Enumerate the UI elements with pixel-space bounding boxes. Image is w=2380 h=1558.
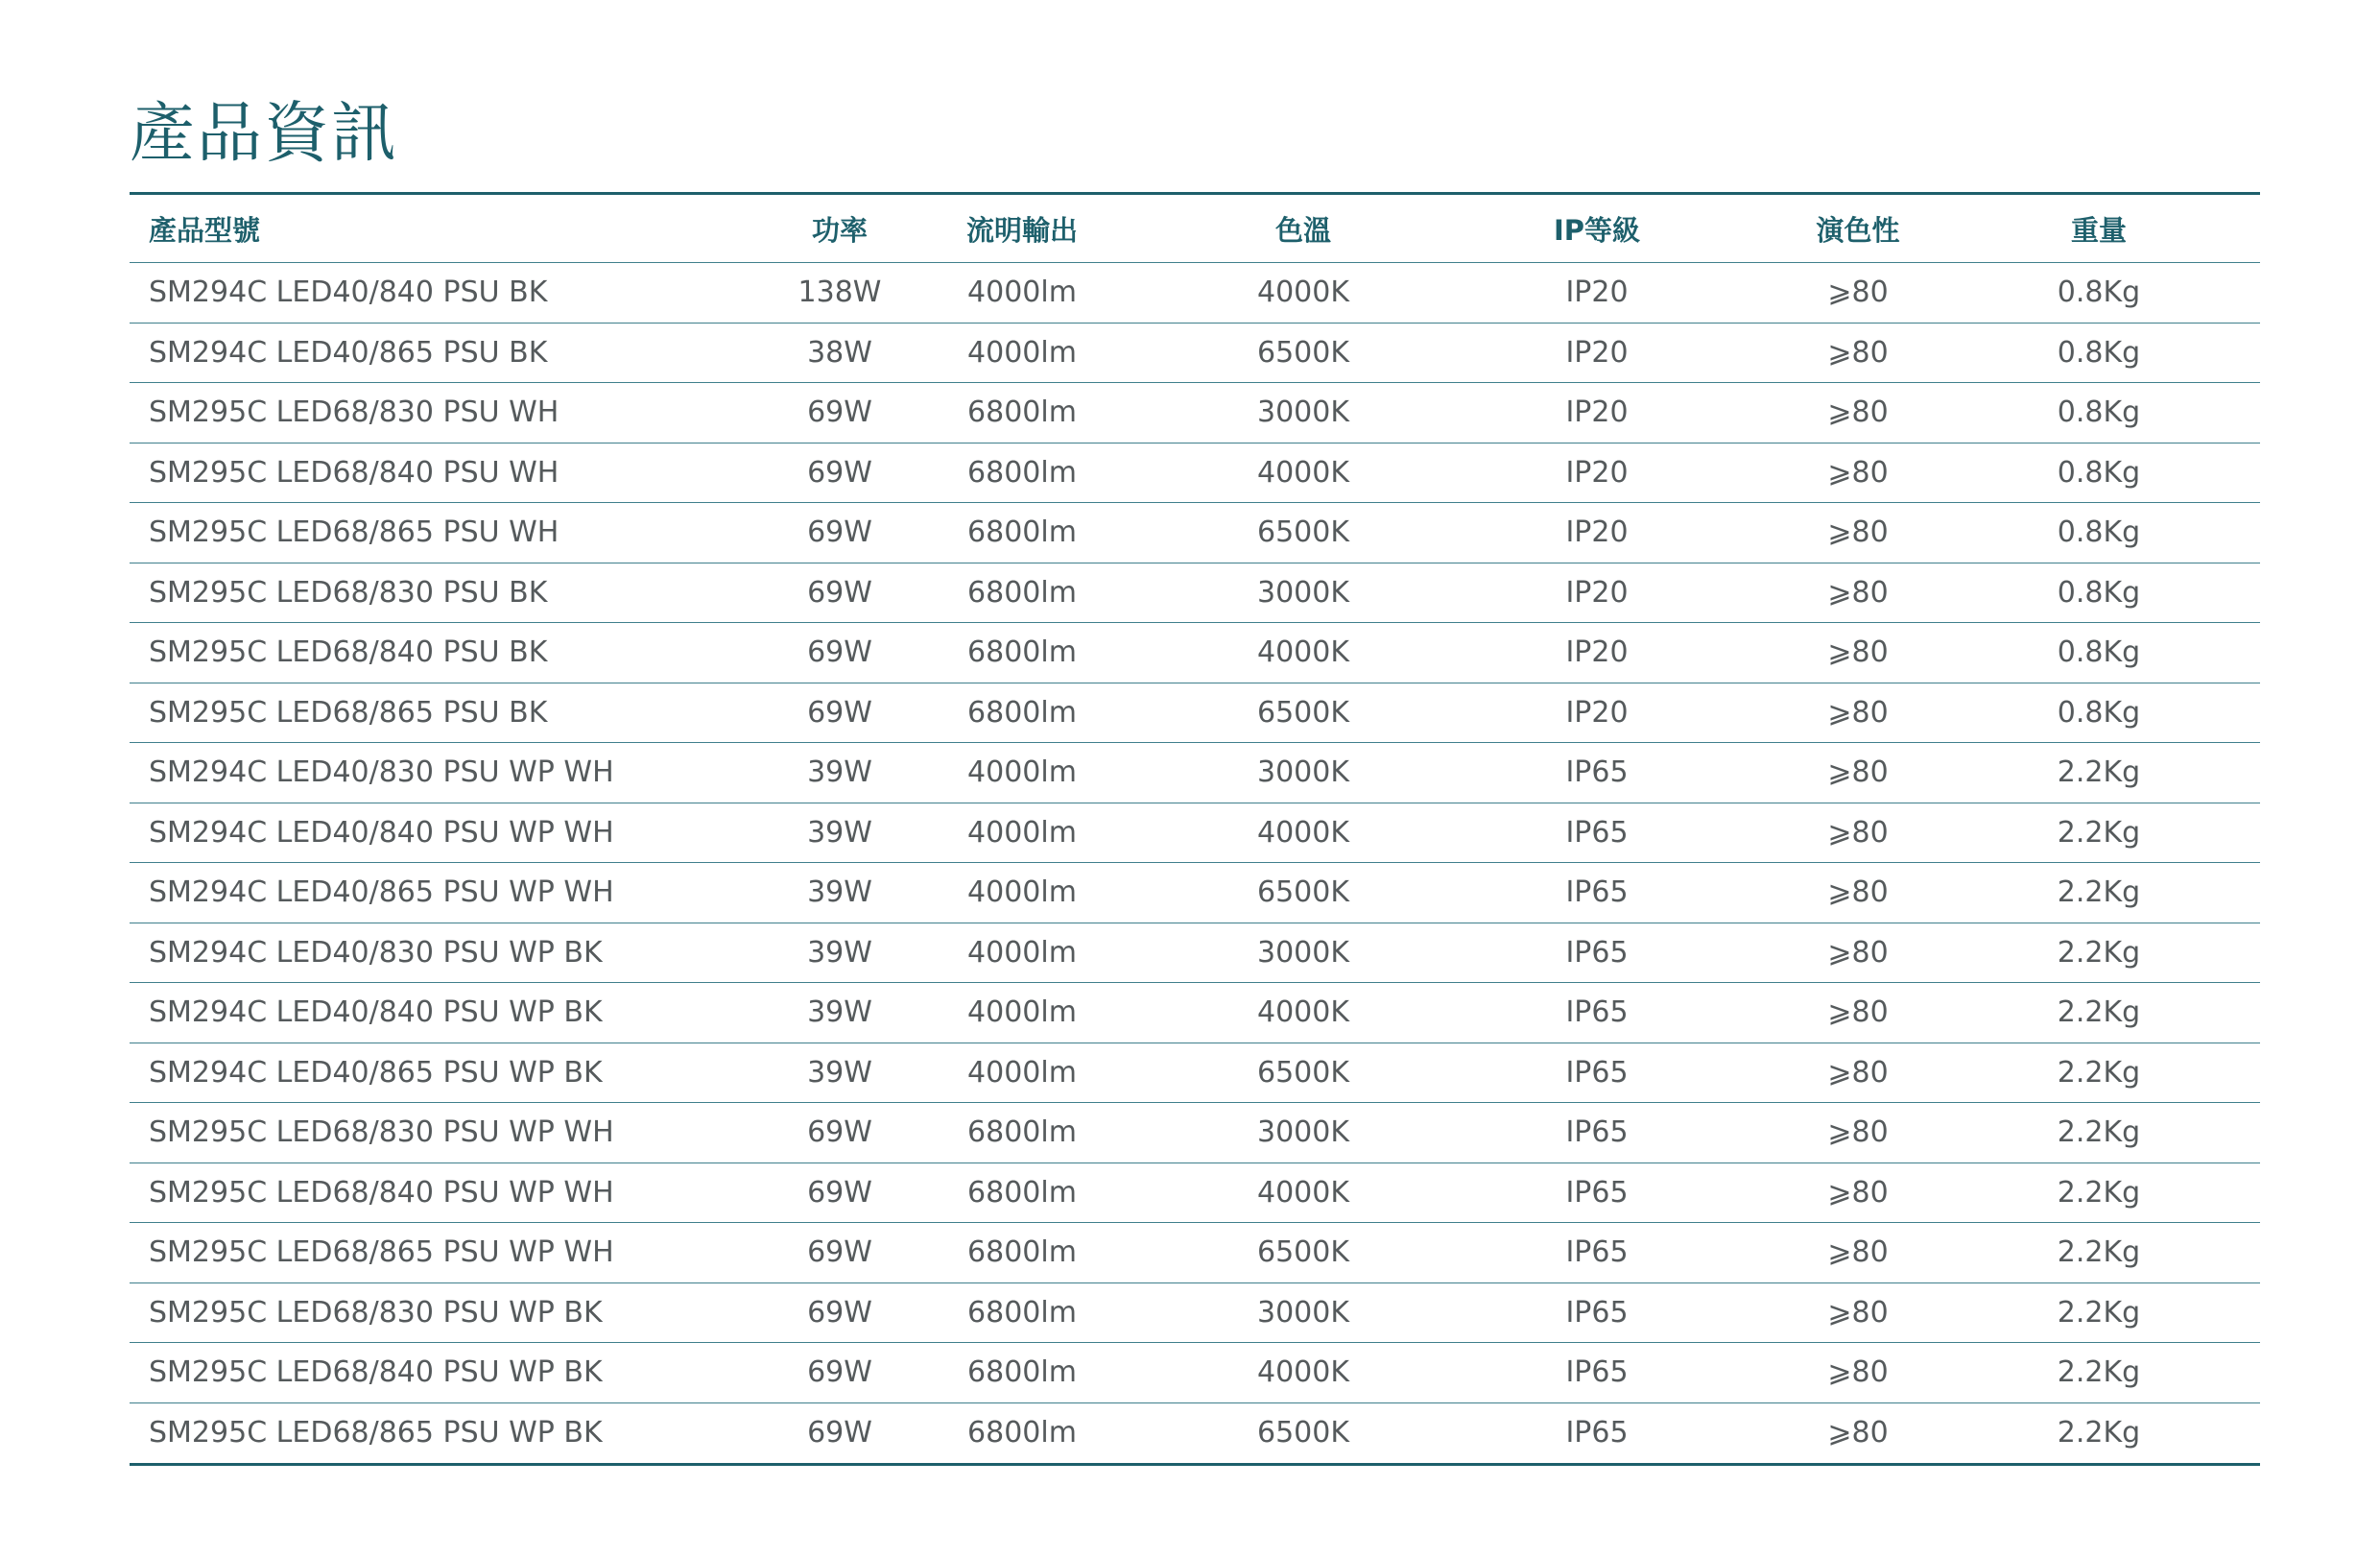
cell-cri: ⩾80 xyxy=(1827,1055,1889,1090)
cell-ip-rating: IP65 xyxy=(1565,875,1629,910)
cell-model: SM295C LED68/865 PSU WP WH xyxy=(149,1235,614,1270)
cell-model: SM295C LED68/830 PSU WP BK xyxy=(149,1295,603,1330)
cell-ip-rating: IP20 xyxy=(1565,635,1629,670)
cell-weight: 2.2Kg xyxy=(2057,755,2141,790)
cell-model: SM294C LED40/830 PSU WP BK xyxy=(149,935,603,970)
cell-power: 39W xyxy=(807,995,872,1030)
cell-color-temperature: 4000K xyxy=(1256,455,1350,490)
cell-ip-rating: IP20 xyxy=(1565,575,1629,610)
table-row xyxy=(130,983,2260,1043)
cell-model: SM295C LED68/830 PSU WH xyxy=(149,395,559,430)
cell-power: 69W xyxy=(807,395,872,430)
cell-model: SM294C LED40/865 PSU WP BK xyxy=(149,1055,603,1090)
table-row xyxy=(130,443,2260,504)
cell-ip-rating: IP20 xyxy=(1565,695,1629,730)
cell-weight: 0.8Kg xyxy=(2057,276,2141,310)
cell-cri: ⩾80 xyxy=(1827,1175,1889,1210)
cell-lumen-output: 6800lm xyxy=(967,1235,1077,1270)
cell-color-temperature: 4000K xyxy=(1256,1355,1350,1390)
header-power: 功率 xyxy=(811,213,868,247)
cell-lumen-output: 6800lm xyxy=(967,635,1077,670)
page-title: 產品資訊 xyxy=(130,96,399,172)
cell-lumen-output: 6800lm xyxy=(967,695,1077,730)
cell-cri: ⩾80 xyxy=(1827,695,1889,730)
cell-weight: 2.2Kg xyxy=(2057,935,2141,970)
cell-lumen-output: 4000lm xyxy=(967,335,1077,370)
header-model: 產品型號 xyxy=(149,213,261,247)
cell-color-temperature: 6500K xyxy=(1256,1235,1350,1270)
cell-model: SM294C LED40/865 PSU BK xyxy=(149,335,548,370)
cell-weight: 2.2Kg xyxy=(2057,1175,2141,1210)
cell-cri: ⩾80 xyxy=(1827,1416,1889,1450)
cell-cri: ⩾80 xyxy=(1827,575,1889,610)
cell-weight: 2.2Kg xyxy=(2057,995,2141,1030)
cell-ip-rating: IP20 xyxy=(1565,455,1629,490)
table-row xyxy=(130,743,2260,803)
cell-ip-rating: IP65 xyxy=(1565,1175,1629,1210)
table-header-row xyxy=(130,195,2260,263)
cell-cri: ⩾80 xyxy=(1827,635,1889,670)
table-body xyxy=(130,263,2260,1463)
cell-ip-rating: IP65 xyxy=(1565,1416,1629,1450)
cell-model: SM295C LED68/865 PSU BK xyxy=(149,695,548,730)
cell-power: 69W xyxy=(807,1235,872,1270)
cell-weight: 2.2Kg xyxy=(2057,1416,2141,1450)
cell-lumen-output: 4000lm xyxy=(967,815,1077,850)
cell-cri: ⩾80 xyxy=(1827,1115,1889,1150)
cell-weight: 0.8Kg xyxy=(2057,395,2141,430)
table-row xyxy=(130,324,2260,384)
cell-color-temperature: 4000K xyxy=(1256,1175,1350,1210)
cell-cri: ⩾80 xyxy=(1827,815,1889,850)
cell-lumen-output: 6800lm xyxy=(967,1115,1077,1150)
cell-model: SM295C LED68/865 PSU WP BK xyxy=(149,1416,603,1450)
cell-lumen-output: 4000lm xyxy=(967,755,1077,790)
cell-lumen-output: 4000lm xyxy=(967,875,1077,910)
cell-ip-rating: IP65 xyxy=(1565,1355,1629,1390)
cell-ip-rating: IP65 xyxy=(1565,755,1629,790)
cell-ip-rating: IP65 xyxy=(1565,935,1629,970)
cell-weight: 2.2Kg xyxy=(2057,1355,2141,1390)
cell-ip-rating: IP65 xyxy=(1565,1115,1629,1150)
cell-color-temperature: 3000K xyxy=(1256,1295,1350,1330)
cell-lumen-output: 6800lm xyxy=(967,455,1077,490)
cell-weight: 2.2Kg xyxy=(2057,875,2141,910)
cell-color-temperature: 4000K xyxy=(1256,815,1350,850)
table-row xyxy=(130,683,2260,744)
cell-weight: 0.8Kg xyxy=(2057,515,2141,550)
cell-color-temperature: 3000K xyxy=(1256,935,1350,970)
cell-cri: ⩾80 xyxy=(1827,335,1889,370)
header-color-temperature: 色溫 xyxy=(1274,213,1331,247)
table-row xyxy=(130,1403,2260,1464)
cell-model: SM295C LED68/865 PSU WH xyxy=(149,515,559,550)
cell-model: SM294C LED40/840 PSU WP BK xyxy=(149,995,603,1030)
cell-cri: ⩾80 xyxy=(1827,755,1889,790)
cell-ip-rating: IP65 xyxy=(1565,995,1629,1030)
cell-weight: 0.8Kg xyxy=(2057,455,2141,490)
header-cri: 演色性 xyxy=(1816,213,1900,247)
cell-color-temperature: 4000K xyxy=(1256,995,1350,1030)
cell-lumen-output: 6800lm xyxy=(967,575,1077,610)
cell-lumen-output: 6800lm xyxy=(967,1416,1077,1450)
cell-color-temperature: 4000K xyxy=(1256,276,1350,310)
cell-model: SM295C LED68/840 PSU WH xyxy=(149,455,559,490)
cell-cri: ⩾80 xyxy=(1827,276,1889,310)
cell-color-temperature: 6500K xyxy=(1256,515,1350,550)
cell-weight: 0.8Kg xyxy=(2057,335,2141,370)
cell-weight: 0.8Kg xyxy=(2057,635,2141,670)
cell-cri: ⩾80 xyxy=(1827,935,1889,970)
table-row xyxy=(130,1223,2260,1283)
cell-weight: 2.2Kg xyxy=(2057,815,2141,850)
cell-weight: 0.8Kg xyxy=(2057,695,2141,730)
table-row xyxy=(130,1103,2260,1163)
cell-model: SM295C LED68/830 PSU BK xyxy=(149,575,548,610)
table-row xyxy=(130,383,2260,443)
cell-color-temperature: 3000K xyxy=(1256,395,1350,430)
table-row xyxy=(130,1283,2260,1344)
cell-power: 39W xyxy=(807,935,872,970)
table-row xyxy=(130,1343,2260,1403)
table-row xyxy=(130,803,2260,864)
cell-lumen-output: 4000lm xyxy=(967,1055,1077,1090)
cell-model: SM294C LED40/830 PSU WP WH xyxy=(149,755,614,790)
cell-model: SM294C LED40/840 PSU WP WH xyxy=(149,815,614,850)
cell-power: 39W xyxy=(807,815,872,850)
table-row xyxy=(130,923,2260,984)
cell-color-temperature: 3000K xyxy=(1256,1115,1350,1150)
cell-lumen-output: 6800lm xyxy=(967,515,1077,550)
table-row xyxy=(130,1163,2260,1224)
cell-cri: ⩾80 xyxy=(1827,395,1889,430)
cell-model: SM295C LED68/840 PSU WP BK xyxy=(149,1355,603,1390)
cell-power: 69W xyxy=(807,1175,872,1210)
cell-ip-rating: IP65 xyxy=(1565,1055,1629,1090)
table-row xyxy=(130,623,2260,683)
header-lumen-output: 流明輸出 xyxy=(965,213,1078,247)
cell-model: SM295C LED68/830 PSU WP WH xyxy=(149,1115,614,1150)
cell-lumen-output: 6800lm xyxy=(967,1295,1077,1330)
cell-power: 69W xyxy=(807,1295,872,1330)
cell-ip-rating: IP20 xyxy=(1565,335,1629,370)
cell-ip-rating: IP65 xyxy=(1565,815,1629,850)
cell-weight: 2.2Kg xyxy=(2057,1115,2141,1150)
cell-cri: ⩾80 xyxy=(1827,515,1889,550)
cell-power: 69W xyxy=(807,695,872,730)
cell-ip-rating: IP20 xyxy=(1565,515,1629,550)
cell-model: SM294C LED40/840 PSU BK xyxy=(149,276,548,310)
cell-ip-rating: IP20 xyxy=(1565,395,1629,430)
cell-model: SM295C LED68/840 PSU WP WH xyxy=(149,1175,614,1210)
cell-cri: ⩾80 xyxy=(1827,995,1889,1030)
cell-power: 69W xyxy=(807,455,872,490)
cell-power: 69W xyxy=(807,515,872,550)
cell-lumen-output: 4000lm xyxy=(967,276,1077,310)
cell-lumen-output: 4000lm xyxy=(967,935,1077,970)
cell-cri: ⩾80 xyxy=(1827,455,1889,490)
cell-model: SM295C LED68/840 PSU BK xyxy=(149,635,548,670)
cell-power: 69W xyxy=(807,1355,872,1390)
cell-cri: ⩾80 xyxy=(1827,1355,1889,1390)
cell-cri: ⩾80 xyxy=(1827,875,1889,910)
cell-weight: 0.8Kg xyxy=(2057,575,2141,610)
cell-cri: ⩾80 xyxy=(1827,1295,1889,1330)
cell-color-temperature: 3000K xyxy=(1256,575,1350,610)
table-row xyxy=(130,863,2260,923)
cell-color-temperature: 6500K xyxy=(1256,335,1350,370)
cell-power: 69W xyxy=(807,575,872,610)
cell-color-temperature: 6500K xyxy=(1256,875,1350,910)
product-spec-table xyxy=(130,192,2260,1466)
table-row xyxy=(130,503,2260,563)
table-row xyxy=(130,563,2260,624)
cell-power: 69W xyxy=(807,1416,872,1450)
cell-ip-rating: IP65 xyxy=(1565,1295,1629,1330)
table-row xyxy=(130,263,2260,324)
cell-weight: 2.2Kg xyxy=(2057,1235,2141,1270)
cell-power: 69W xyxy=(807,635,872,670)
cell-weight: 2.2Kg xyxy=(2057,1055,2141,1090)
cell-color-temperature: 3000K xyxy=(1256,755,1350,790)
cell-power: 39W xyxy=(807,875,872,910)
table-row xyxy=(130,1043,2260,1104)
cell-color-temperature: 6500K xyxy=(1256,1055,1350,1090)
cell-lumen-output: 6800lm xyxy=(967,1175,1077,1210)
cell-color-temperature: 6500K xyxy=(1256,1416,1350,1450)
cell-color-temperature: 4000K xyxy=(1256,635,1350,670)
cell-lumen-output: 6800lm xyxy=(967,1355,1077,1390)
cell-power: 69W xyxy=(807,1115,872,1150)
cell-lumen-output: 4000lm xyxy=(967,995,1077,1030)
cell-ip-rating: IP65 xyxy=(1565,1235,1629,1270)
cell-power: 38W xyxy=(807,335,872,370)
cell-ip-rating: IP20 xyxy=(1565,276,1629,310)
header-ip-rating: IP等級 xyxy=(1553,213,1641,247)
cell-weight: 2.2Kg xyxy=(2057,1295,2141,1330)
header-weight: 重量 xyxy=(2070,213,2127,247)
cell-power: 39W xyxy=(807,1055,872,1090)
cell-power: 39W xyxy=(807,755,872,790)
cell-color-temperature: 6500K xyxy=(1256,695,1350,730)
cell-model: SM294C LED40/865 PSU WP WH xyxy=(149,875,614,910)
cell-power: 138W xyxy=(797,276,882,310)
cell-cri: ⩾80 xyxy=(1827,1235,1889,1270)
cell-lumen-output: 6800lm xyxy=(967,395,1077,430)
